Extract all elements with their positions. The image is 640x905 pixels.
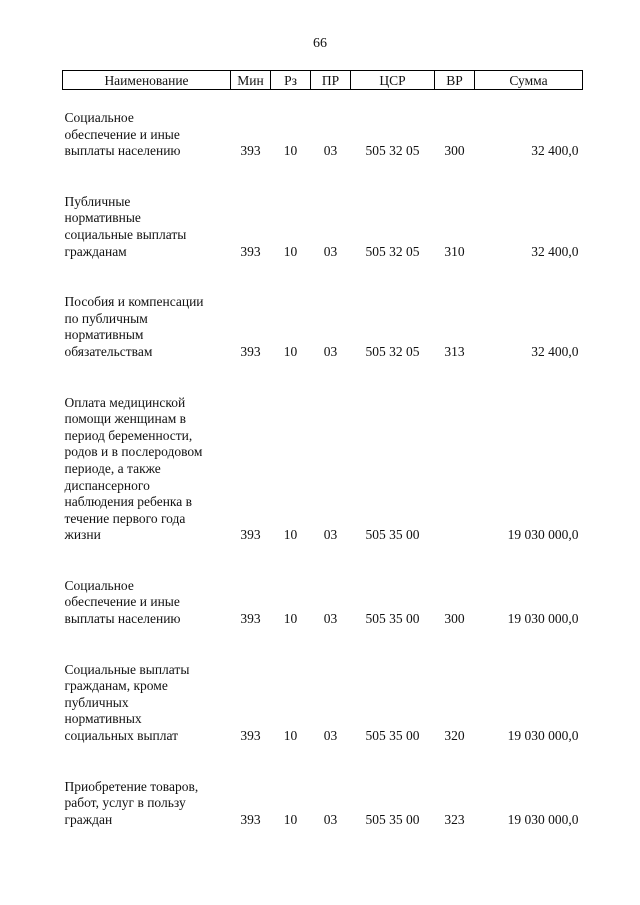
name-line: диспансерного bbox=[64, 477, 150, 493]
cell-vr: 313 bbox=[444, 343, 465, 359]
cell-name bbox=[63, 662, 231, 745]
cell-sum: 19 030 000,0 bbox=[507, 811, 579, 827]
name-line: течение первого года bbox=[64, 510, 186, 526]
name-line: Социальные выплаты bbox=[64, 661, 190, 677]
header-min: Мин bbox=[231, 71, 271, 90]
cell-pr: 03 bbox=[323, 728, 338, 744]
name-line: обязательствам bbox=[64, 343, 153, 359]
name-line: наблюдения ребенка в bbox=[64, 494, 193, 510]
table-row bbox=[63, 578, 583, 628]
cell-vr: 300 bbox=[444, 611, 465, 627]
name-line: нормативных bbox=[64, 711, 142, 727]
table-header-row bbox=[63, 71, 583, 90]
cell-pr: 03 bbox=[323, 527, 338, 543]
cell-sum: 19 030 000,0 bbox=[507, 527, 579, 543]
name-line: нормативные bbox=[64, 210, 141, 226]
name-line: гражданам, кроме bbox=[64, 678, 168, 694]
header-name: Наименование bbox=[63, 71, 231, 90]
table-row bbox=[63, 662, 583, 745]
cell-pr: 03 bbox=[323, 611, 338, 627]
page-number: 66 bbox=[313, 36, 327, 51]
cell-vr: 310 bbox=[444, 243, 465, 259]
cell-csr: 505 35 00 bbox=[365, 611, 420, 627]
table-row bbox=[63, 779, 583, 829]
cell-name bbox=[63, 578, 231, 628]
name-line: Приобретение товаров, bbox=[64, 778, 199, 794]
name-line: помощи женщинам в bbox=[64, 411, 186, 427]
name-line: выплаты населению bbox=[64, 143, 181, 159]
cell-name bbox=[63, 294, 231, 360]
header-csr: ЦСР bbox=[351, 71, 435, 90]
budget-table bbox=[62, 70, 583, 828]
cell-vr: 323 bbox=[444, 811, 465, 827]
name-line: публичных bbox=[64, 694, 129, 710]
name-line: период беременности, bbox=[64, 427, 193, 443]
cell-sum: 32 400,0 bbox=[531, 343, 579, 359]
cell-min: 393 bbox=[240, 811, 261, 827]
cell-pr: 03 bbox=[323, 343, 338, 359]
table-row bbox=[63, 395, 583, 544]
cell-min: 393 bbox=[240, 243, 261, 259]
cell-vr: 300 bbox=[444, 143, 465, 159]
header-rz: Рз bbox=[271, 71, 311, 90]
cell-min: 393 bbox=[240, 527, 261, 543]
name-line: периоде, а также bbox=[64, 460, 161, 476]
cell-pr: 03 bbox=[323, 243, 338, 259]
header-sum: Сумма bbox=[475, 71, 583, 90]
name-line: жизни bbox=[64, 527, 101, 543]
cell-vr bbox=[435, 395, 475, 544]
name-line: родов и в послеродовом bbox=[64, 444, 203, 460]
name-line: обеспечение и иные bbox=[64, 594, 180, 610]
cell-rz: 10 bbox=[283, 611, 298, 627]
table-row bbox=[63, 194, 583, 260]
cell-vr: 320 bbox=[444, 728, 465, 744]
cell-min: 393 bbox=[240, 611, 261, 627]
cell-name bbox=[63, 110, 231, 160]
cell-pr: 03 bbox=[323, 811, 338, 827]
cell-csr: 505 32 05 bbox=[365, 243, 420, 259]
name-line: Пособия и компенсации bbox=[64, 294, 204, 310]
cell-sum: 32 400,0 bbox=[531, 143, 579, 159]
cell-name bbox=[63, 194, 231, 260]
name-line: Оплата медицинской bbox=[64, 394, 186, 410]
name-line: Социальное bbox=[64, 110, 134, 125]
name-line: Социальное bbox=[64, 577, 134, 593]
name-line: работ, услуг в пользу bbox=[64, 795, 186, 811]
header-pr: ПР bbox=[311, 71, 351, 90]
name-line: выплаты населению bbox=[64, 611, 181, 627]
name-line: Публичные bbox=[64, 193, 131, 209]
cell-rz: 10 bbox=[283, 527, 298, 543]
cell-csr: 505 32 05 bbox=[365, 343, 420, 359]
cell-min: 393 bbox=[240, 728, 261, 744]
cell-rz: 10 bbox=[283, 811, 298, 827]
cell-sum: 19 030 000,0 bbox=[507, 611, 579, 627]
cell-min: 393 bbox=[240, 343, 261, 359]
cell-csr: 505 35 00 bbox=[365, 811, 420, 827]
cell-rz: 10 bbox=[283, 343, 298, 359]
name-line: по публичным bbox=[64, 310, 148, 326]
cell-rz: 10 bbox=[283, 143, 298, 159]
table-row bbox=[63, 110, 583, 160]
cell-rz: 10 bbox=[283, 243, 298, 259]
name-line: социальных выплат bbox=[64, 728, 179, 744]
cell-name bbox=[63, 395, 231, 544]
cell-name bbox=[63, 779, 231, 829]
cell-csr: 505 32 05 bbox=[365, 143, 420, 159]
cell-csr: 505 35 00 bbox=[365, 728, 420, 744]
header-vr: ВР bbox=[435, 71, 475, 90]
cell-pr: 03 bbox=[323, 143, 338, 159]
name-line: гражданам bbox=[64, 243, 127, 259]
cell-csr: 505 35 00 bbox=[365, 527, 420, 543]
name-line: обеспечение и иные bbox=[64, 126, 180, 142]
cell-sum: 19 030 000,0 bbox=[507, 728, 579, 744]
table-row bbox=[63, 294, 583, 360]
name-line: нормативным bbox=[64, 327, 144, 343]
cell-rz: 10 bbox=[283, 728, 298, 744]
cell-sum: 32 400,0 bbox=[531, 243, 579, 259]
name-line: социальные выплаты bbox=[64, 226, 187, 242]
name-line: граждан bbox=[64, 811, 113, 827]
cell-min: 393 bbox=[240, 143, 261, 159]
